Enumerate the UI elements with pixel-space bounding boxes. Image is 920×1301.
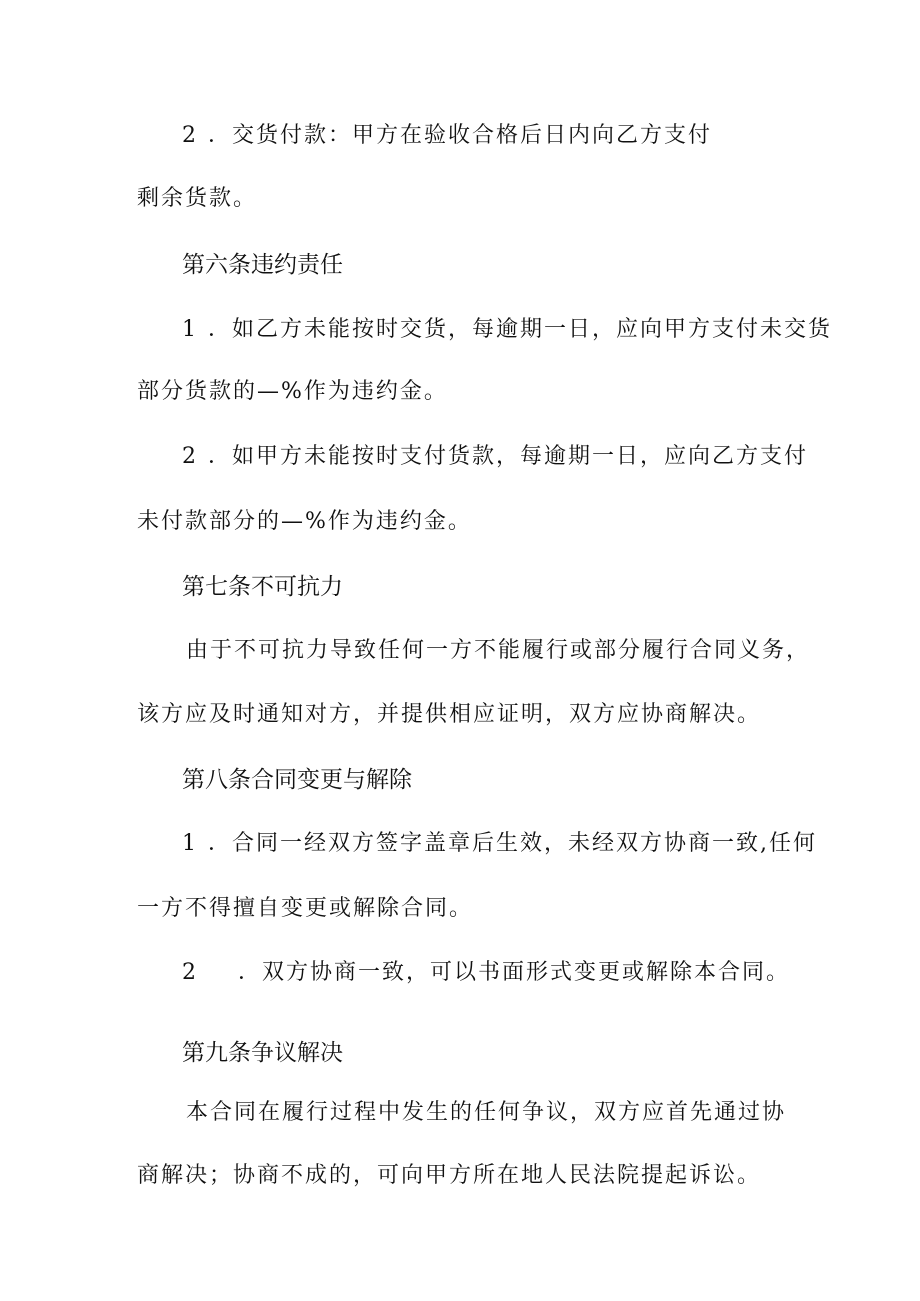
article-8-item-1-line-1 [182,829,817,859]
article-9-heading [182,1038,343,1068]
clause-text: ．如乙方未能按时交货，每逾期一日，应向甲方支付未交货 [208,317,833,342]
clause-text: 该方应及时通知对方，并提供相应证明，双方应协商解决。 [137,702,762,727]
item-number: 1 [182,831,198,856]
article-title: 第八条合同变更与解除 [182,767,412,793]
item-number: 2 [182,123,198,148]
item-number: 2 [182,444,198,469]
clause-text: 一方不得擅自变更或解除合同。 [137,896,474,921]
clause-5-item-2-line-1 [182,121,712,151]
article-6-item-1-line-2 [137,377,448,407]
article-title: 第六条违约责任 [182,252,343,278]
article-8-item-1-line-2 [137,894,473,924]
item-number: 1 [182,317,198,342]
clause-text: 由于不可抗力导致任何一方不能履行或部分履行合同义务， [186,638,811,663]
article-8-heading [182,765,412,795]
article-9-para-line-1 [186,1098,786,1128]
article-9-para-line-2 [137,1161,761,1191]
clause-text: 商解决；协商不成的，可向甲方所在地人民法院提起诉讼。 [137,1163,762,1188]
article-6-item-2-line-1 [182,442,808,472]
article-7-para-line-2 [137,700,761,730]
article-6-item-2-line-2 [137,507,472,537]
article-title: 第九条争议解决 [182,1040,343,1066]
item-number: 2 [182,960,198,985]
article-7-para-line-1 [186,636,810,666]
clause-text: ．交货付款：甲方在验收合格后日内向乙方支付 [208,123,713,148]
clause-text: 未付款部分的—%作为违约金。 [137,509,472,534]
article-title: 第七条不可抗力 [182,574,343,600]
article-7-heading [182,572,343,602]
clause-text: 本合同在履行过程中发生的任何争议，双方应首先通过协 [186,1100,787,1125]
clause-text: 剩余货款。 [137,186,258,211]
clause-text: ．合同一经双方签字盖章后生效，未经双方协商一致,任何 [208,831,817,856]
clause-5-item-2-line-2 [137,184,257,214]
clause-text: ．如甲方未能按时支付货款，每逾期一日，应向乙方支付 [208,444,809,469]
clause-text: ．双方协商一致，可以书面形式变更或解除本合同。 [238,960,791,985]
article-6-item-1-line-1 [182,315,832,345]
clause-text: 部分货款的—%作为违约金。 [137,379,448,404]
article-6-heading [182,250,343,280]
article-8-item-2-line-1 [182,958,790,988]
